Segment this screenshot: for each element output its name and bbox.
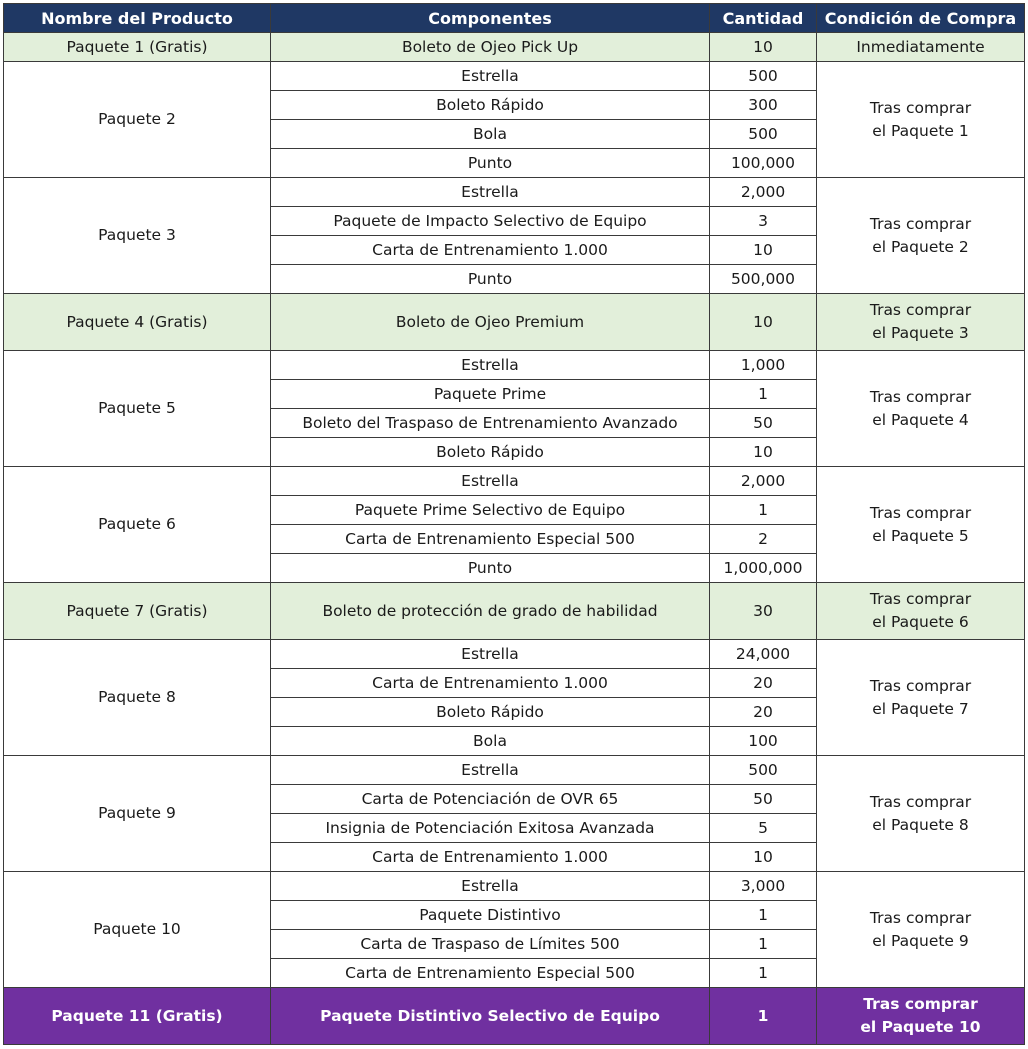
purchase-condition: Tras comprar el Paquete 9 — [817, 872, 1025, 988]
component-name: Bola — [271, 120, 710, 149]
component-name: Punto — [271, 265, 710, 294]
component-name: Boleto Rápido — [271, 438, 710, 467]
component-quantity: 10 — [710, 236, 817, 265]
component-name: Paquete Prime Selectivo de Equipo — [271, 496, 710, 525]
header-condition: Condición de Compra — [817, 4, 1025, 33]
component-quantity: 500 — [710, 756, 817, 785]
package-table — [3, 3, 1025, 1045]
component-name: Estrella — [271, 872, 710, 901]
component-name: Insignia de Potenciación Exitosa Avanzada — [271, 814, 710, 843]
product-name: Paquete 4 (Gratis) — [4, 294, 271, 351]
component-name: Estrella — [271, 640, 710, 669]
component-name: Estrella — [271, 756, 710, 785]
component-name: Carta de Traspaso de Límites 500 — [271, 930, 710, 959]
component-quantity: 2 — [710, 525, 817, 554]
component-quantity: 1 — [710, 496, 817, 525]
component-quantity: 1,000 — [710, 351, 817, 380]
table-row — [4, 583, 1025, 640]
component-name: Paquete Distintivo Selectivo de Equipo — [271, 988, 710, 1045]
purchase-condition: Tras comprar el Paquete 2 — [817, 178, 1025, 294]
component-name: Paquete de Impacto Selectivo de Equipo — [271, 207, 710, 236]
purchase-condition: Tras comprar el Paquete 7 — [817, 640, 1025, 756]
product-name: Paquete 10 — [4, 872, 271, 988]
component-quantity: 100 — [710, 727, 817, 756]
component-quantity: 50 — [710, 785, 817, 814]
component-quantity: 5 — [710, 814, 817, 843]
component-quantity: 20 — [710, 698, 817, 727]
component-quantity: 300 — [710, 91, 817, 120]
component-quantity: 20 — [710, 669, 817, 698]
component-name: Paquete Prime — [271, 380, 710, 409]
component-quantity: 2,000 — [710, 178, 817, 207]
product-name: Paquete 9 — [4, 756, 271, 872]
table-row — [4, 467, 1025, 496]
package-table-body — [4, 33, 1025, 1045]
purchase-condition: Inmediatamente — [817, 33, 1025, 62]
component-quantity: 30 — [710, 583, 817, 640]
product-name: Paquete 2 — [4, 62, 271, 178]
component-quantity: 500 — [710, 120, 817, 149]
component-quantity: 1 — [710, 380, 817, 409]
component-name: Estrella — [271, 351, 710, 380]
component-name: Punto — [271, 149, 710, 178]
purchase-condition: Tras comprar el Paquete 4 — [817, 351, 1025, 467]
table-row — [4, 62, 1025, 91]
component-name: Boleto Rápido — [271, 698, 710, 727]
component-name: Boleto de protección de grado de habilidad — [271, 583, 710, 640]
component-quantity: 1,000,000 — [710, 554, 817, 583]
product-name: Paquete 7 (Gratis) — [4, 583, 271, 640]
purchase-condition: Tras comprar el Paquete 5 — [817, 467, 1025, 583]
component-name: Carta de Entrenamiento Especial 500 — [271, 959, 710, 988]
component-name: Estrella — [271, 467, 710, 496]
header-product: Nombre del Producto — [4, 4, 271, 33]
component-quantity: 10 — [710, 843, 817, 872]
product-name: Paquete 8 — [4, 640, 271, 756]
component-name: Estrella — [271, 178, 710, 207]
component-quantity: 3 — [710, 207, 817, 236]
header-components: Componentes — [271, 4, 710, 33]
component-quantity: 500,000 — [710, 265, 817, 294]
table-row — [4, 756, 1025, 785]
component-quantity: 10 — [710, 33, 817, 62]
component-quantity: 1 — [710, 959, 817, 988]
component-quantity: 10 — [710, 438, 817, 467]
component-quantity: 1 — [710, 930, 817, 959]
product-name: Paquete 6 — [4, 467, 271, 583]
component-quantity: 24,000 — [710, 640, 817, 669]
package-table-container — [3, 3, 1025, 1045]
component-name: Carta de Potenciación de OVR 65 — [271, 785, 710, 814]
product-name: Paquete 5 — [4, 351, 271, 467]
table-row — [4, 178, 1025, 207]
product-name: Paquete 3 — [4, 178, 271, 294]
component-quantity: 1 — [710, 901, 817, 930]
component-name: Punto — [271, 554, 710, 583]
component-name: Carta de Entrenamiento 1.000 — [271, 236, 710, 265]
purchase-condition: Tras comprar el Paquete 3 — [817, 294, 1025, 351]
product-name: Paquete 11 (Gratis) — [4, 988, 271, 1045]
component-name: Boleto del Traspaso de Entrenamiento Avanzado — [271, 409, 710, 438]
table-row — [4, 872, 1025, 901]
header-row — [4, 4, 1025, 33]
purchase-condition: Tras comprar el Paquete 6 — [817, 583, 1025, 640]
component-name: Carta de Entrenamiento 1.000 — [271, 669, 710, 698]
component-quantity: 2,000 — [710, 467, 817, 496]
table-row — [4, 294, 1025, 351]
header-quantity: Cantidad — [710, 4, 817, 33]
component-name: Boleto de Ojeo Pick Up — [271, 33, 710, 62]
component-name: Boleto de Ojeo Premium — [271, 294, 710, 351]
table-row — [4, 640, 1025, 669]
component-quantity: 3,000 — [710, 872, 817, 901]
component-quantity: 500 — [710, 62, 817, 91]
purchase-condition: Tras comprar el Paquete 1 — [817, 62, 1025, 178]
component-name: Estrella — [271, 62, 710, 91]
component-name: Boleto Rápido — [271, 91, 710, 120]
component-name: Carta de Entrenamiento Especial 500 — [271, 525, 710, 554]
component-quantity: 100,000 — [710, 149, 817, 178]
component-quantity: 50 — [710, 409, 817, 438]
component-name: Paquete Distintivo — [271, 901, 710, 930]
purchase-condition: Tras comprar el Paquete 8 — [817, 756, 1025, 872]
table-row — [4, 33, 1025, 62]
component-name: Bola — [271, 727, 710, 756]
table-row — [4, 351, 1025, 380]
product-name: Paquete 1 (Gratis) — [4, 33, 271, 62]
component-name: Carta de Entrenamiento 1.000 — [271, 843, 710, 872]
component-quantity: 1 — [710, 988, 817, 1045]
table-row — [4, 988, 1025, 1045]
component-quantity: 10 — [710, 294, 817, 351]
purchase-condition: Tras comprar el Paquete 10 — [817, 988, 1025, 1045]
